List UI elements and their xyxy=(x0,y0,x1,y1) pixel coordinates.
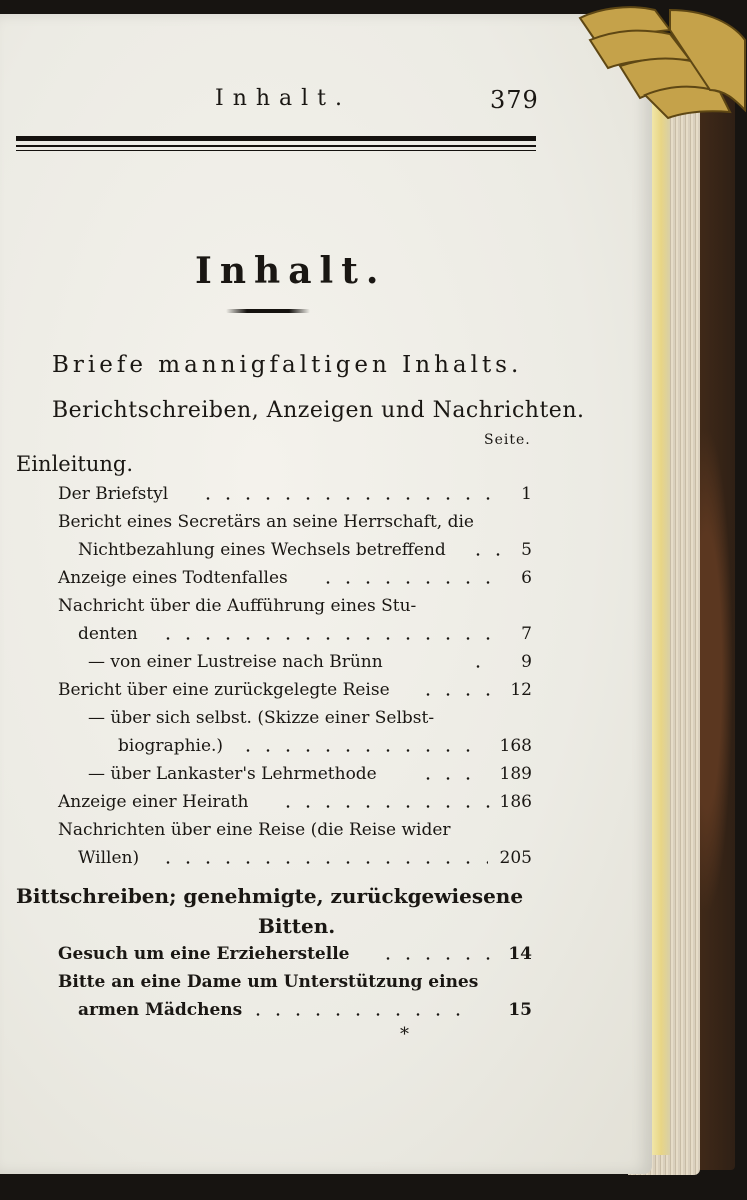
toc-entry-label: Bericht eines Secretärs an seine Herrschaft, die xyxy=(58,512,474,532)
toc-entry xyxy=(58,944,532,972)
page-title: Inhalt. xyxy=(195,250,387,292)
toc-entry-page: 12 xyxy=(510,680,532,700)
toc-entry xyxy=(118,736,532,764)
toc-entry-label: denten xyxy=(78,624,138,644)
leader-dots xyxy=(418,777,478,780)
toc-entry-page: 168 xyxy=(499,736,532,756)
toc-entry-page: 205 xyxy=(499,848,532,868)
signature-mark: * xyxy=(400,1024,409,1045)
toc-entry xyxy=(78,540,532,568)
toc-entry-label: — von einer Lustreise nach Brünn xyxy=(88,652,383,672)
toc-entry-page: 9 xyxy=(521,652,532,672)
leader-dots xyxy=(278,805,498,808)
toc-entry xyxy=(88,708,532,736)
leader-dots xyxy=(318,581,498,584)
header-rule-thick xyxy=(16,136,536,141)
toc-entry xyxy=(58,484,532,512)
leader-dots xyxy=(468,553,508,556)
toc-entry-label: Nachricht über die Aufführung eines Stu- xyxy=(58,596,417,616)
toc-entry-label: Der Briefstyl xyxy=(58,484,169,504)
header-rule-thin xyxy=(16,150,536,151)
toc-entry xyxy=(78,624,532,652)
running-head-title: Inhalt. xyxy=(215,86,352,111)
toc-entry-label: Bericht über eine zurückgelegte Reise xyxy=(58,680,390,700)
toc-entry xyxy=(58,512,532,540)
running-head-page-number: 379 xyxy=(490,86,539,114)
leader-dots xyxy=(158,637,498,640)
subsection-title: Berichtschreiben, Anzeigen und Nachrichten. xyxy=(52,398,585,423)
toc-entry xyxy=(58,820,532,848)
hand-clip-icon xyxy=(560,0,747,120)
toc-entry xyxy=(58,792,532,820)
leader-dots xyxy=(158,861,488,864)
leader-dots xyxy=(238,749,478,752)
toc-entry xyxy=(58,596,532,624)
toc-entry xyxy=(58,568,532,596)
toc-entry-label: Bitte an eine Dame um Unterstützung eines xyxy=(58,972,479,992)
toc-entry-label: armen Mädchens xyxy=(78,1000,243,1020)
section-title: Briefe mannigfaltigen Inhalts. xyxy=(52,352,523,378)
toc-entry-label: Anzeige einer Heirath xyxy=(58,792,249,812)
toc-entry-label: Willen) xyxy=(78,848,140,868)
toc-entry-page: 6 xyxy=(521,568,532,588)
group-heading-bittschreiben: Bittschreiben; genehmigte, zurückgewiesene xyxy=(16,884,524,908)
toc-entry xyxy=(78,848,532,876)
hand-clip xyxy=(560,0,747,120)
toc-entry xyxy=(88,764,532,792)
toc-entry-page: 5 xyxy=(521,540,532,560)
toc-entry xyxy=(58,680,532,708)
toc-entry-label: — über Lankaster's Lehrmethode xyxy=(88,764,377,784)
leader-dots xyxy=(418,693,498,696)
toc-entry-page: 14 xyxy=(508,944,532,964)
toc-entry-page: 189 xyxy=(499,764,532,784)
toc-entry-page: 186 xyxy=(499,792,532,812)
leader-dots xyxy=(468,665,492,668)
group-heading-bittschreiben-line2: Bitten. xyxy=(258,914,336,938)
toc-entry-page: 15 xyxy=(508,1000,532,1020)
group-heading-einleitung: Einleitung. xyxy=(16,452,134,476)
leader-dots xyxy=(378,957,498,960)
toc-entry-label: biographie.) xyxy=(118,736,224,756)
toc-entry-label: Nachrichten über eine Reise (die Reise wider xyxy=(58,820,451,840)
title-ornament-rule xyxy=(226,309,310,313)
toc-entry-label: — über sich selbst. (Skizze einer Selbst- xyxy=(88,708,435,728)
toc-entry xyxy=(88,652,532,680)
toc-entry-label: Anzeige eines Todtenfalles xyxy=(58,568,288,588)
toc-entry xyxy=(58,972,532,1000)
page-column-label: Seite. xyxy=(484,432,531,448)
toc-entry-page: 1 xyxy=(521,484,532,504)
leader-dots xyxy=(248,1013,468,1016)
toc-entry-label: Gesuch um eine Erzieherstelle xyxy=(58,944,350,964)
leader-dots xyxy=(198,497,498,500)
header-rule-medium xyxy=(16,145,536,147)
toc-entry-label: Nichtbezahlung eines Wechsels betreffend xyxy=(78,540,446,560)
toc-entry-page: 7 xyxy=(521,624,532,644)
toc-entry xyxy=(78,1000,532,1028)
